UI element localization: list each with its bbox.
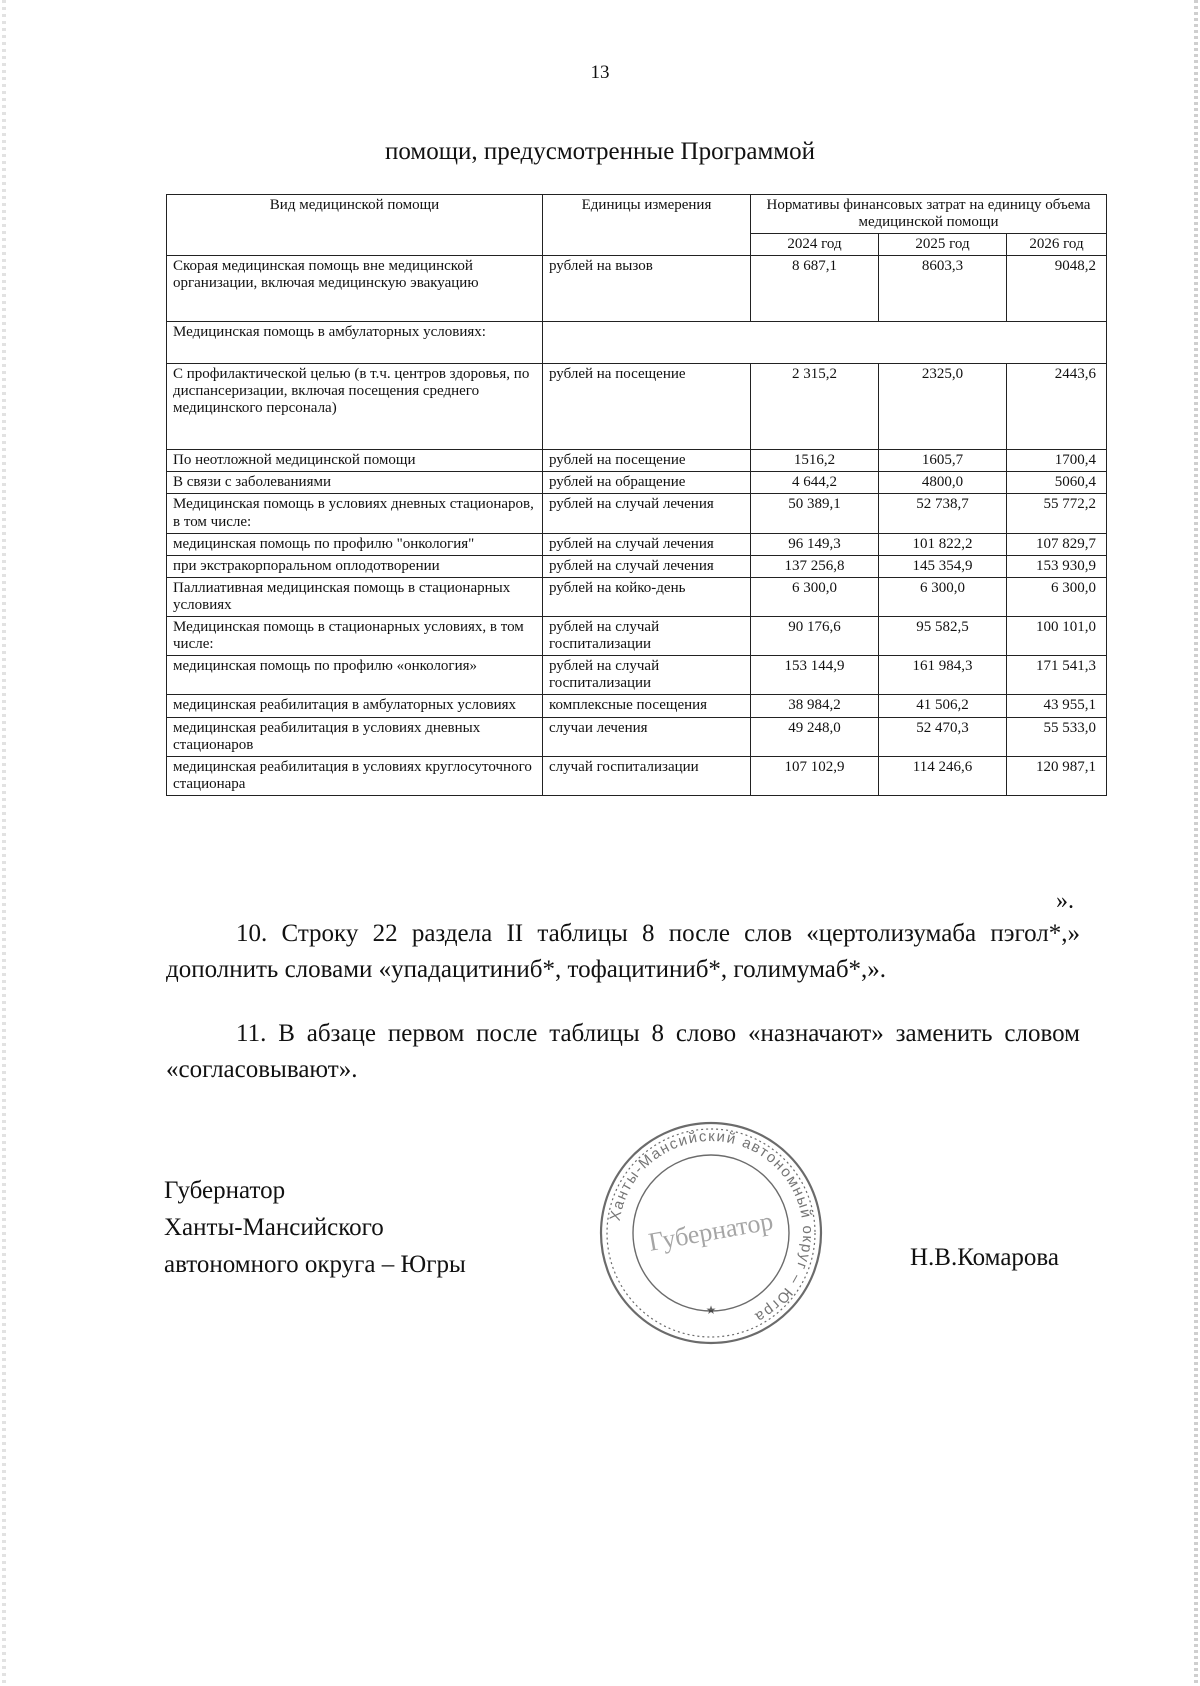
official-seal-stamp — [596, 1118, 826, 1348]
table-row — [167, 364, 1107, 450]
cell-2025: 101 822,2 — [879, 533, 1007, 555]
cell-2026: 153 930,9 — [1007, 555, 1107, 577]
table-row — [167, 717, 1107, 756]
cell-2025: 145 354,9 — [879, 555, 1007, 577]
header-year-2025: 2025 год — [879, 234, 1007, 256]
cell-2024: 49 248,0 — [751, 717, 879, 756]
paragraph-10 — [166, 916, 1080, 988]
cell-2024: 6 300,0 — [751, 577, 879, 616]
cell-2024: 96 149,3 — [751, 533, 879, 555]
seal-outer-text: Ханты-Мансийский автономный округ – Югра — [606, 1127, 817, 1327]
cell-type: С профилактической целью (в т.ч. центров здоровья, по диспансеризации, включая посещения среднего медицинского персонала) — [167, 364, 543, 450]
scan-edge-left — [2, 0, 6, 1686]
cell-type: при экстракорпоральном оплодотворении — [167, 555, 543, 577]
table-row — [167, 494, 1107, 533]
page-number: 13 — [590, 62, 610, 83]
cell-2025: 6 300,0 — [879, 577, 1007, 616]
cell-2024: 107 102,9 — [751, 756, 879, 795]
cell-unit: рублей на посещение — [543, 364, 751, 450]
paragraph-11 — [166, 1016, 1080, 1088]
paragraph-11-text: 11. В абзаце первом после таблицы 8 слово «назначают» заменить словом «согласовывают». — [166, 1020, 1080, 1083]
cell-2025: 95 582,5 — [879, 617, 1007, 656]
cell-2025: 1605,7 — [879, 450, 1007, 472]
cell-2026: 9048,2 — [1007, 256, 1107, 322]
cell-2026: 55 533,0 — [1007, 717, 1107, 756]
seal-inner-text: Губернатор — [646, 1206, 776, 1257]
table-row — [167, 472, 1107, 494]
cell-type: В связи с заболеваниями — [167, 472, 543, 494]
cell-2024: 50 389,1 — [751, 494, 879, 533]
cell-type: Медицинская помощь в амбулаторных условиях: — [167, 322, 543, 364]
header-norms: Нормативы финансовых затрат на единицу объема медицинской помощи — [751, 195, 1107, 234]
cell-2026: 1700,4 — [1007, 450, 1107, 472]
cell-type: По неотложной медицинской помощи — [167, 450, 543, 472]
cell-unit: случай госпитализации — [543, 756, 751, 795]
cell-unit: рублей на вызов — [543, 256, 751, 322]
table-row — [167, 533, 1107, 555]
cell-2025: 4800,0 — [879, 472, 1007, 494]
scan-edge-right — [1194, 0, 1198, 1686]
table-row — [167, 256, 1107, 322]
cell-2026: 171 541,3 — [1007, 656, 1107, 695]
cell-2026: 100 101,0 — [1007, 617, 1107, 656]
table-row — [167, 656, 1107, 695]
cell-type: Скорая медицинская помощь вне медицинской организации, включая медицинскую эвакуацию — [167, 256, 543, 322]
cell-unit: рублей на случай лечения — [543, 555, 751, 577]
table-row — [167, 756, 1107, 795]
signature-block — [164, 1172, 466, 1283]
cell-unit: рублей на посещение — [543, 450, 751, 472]
cell-unit: случаи лечения — [543, 717, 751, 756]
cell-2024: 153 144,9 — [751, 656, 879, 695]
cell-2024: 2 315,2 — [751, 364, 879, 450]
cell-2026: 107 829,7 — [1007, 533, 1107, 555]
signer-position-line-2: Ханты-Мансийского — [164, 1214, 384, 1241]
cell-2024: 8 687,1 — [751, 256, 879, 322]
cell-type: Медицинская помощь в стационарных условиях, в том числе: — [167, 617, 543, 656]
seal-star-icon: ★ — [705, 1303, 717, 1317]
cell-2024: 38 984,2 — [751, 695, 879, 717]
cell-2026: 2443,6 — [1007, 364, 1107, 450]
cell-2026: 55 772,2 — [1007, 494, 1107, 533]
table-row — [167, 322, 1107, 364]
cell-unit: рублей на случай госпитализации — [543, 656, 751, 695]
cell-2026: 43 955,1 — [1007, 695, 1107, 717]
table-row — [167, 450, 1107, 472]
cell-unit: рублей на случай лечения — [543, 533, 751, 555]
cell-2025: 52 738,7 — [879, 494, 1007, 533]
cell-unit: рублей на случай госпитализации — [543, 617, 751, 656]
signer-position-line-3: автономного округа – Югры — [164, 1251, 466, 1278]
cell-type: медицинская реабилитация в условиях круглосуточного стационара — [167, 756, 543, 795]
cell-2026: 5060,4 — [1007, 472, 1107, 494]
signer-position-line-1: Губернатор — [164, 1177, 286, 1204]
cell-2024: 137 256,8 — [751, 555, 879, 577]
cell-2024: 90 176,6 — [751, 617, 879, 656]
cell-unit: рублей на койко-день — [543, 577, 751, 616]
paragraph-10-text: 10. Строку 22 раздела II таблицы 8 после слов «цертолизумаба пэгол*,» дополнить словами «упадацитиниб*, тофацитиниб*, голимумаб*,». — [166, 920, 1080, 983]
signer-name: Н.В.Комарова — [910, 1244, 1059, 1271]
cell-2025: 114 246,6 — [879, 756, 1007, 795]
cell-2025: 8603,3 — [879, 256, 1007, 322]
cell-type: медицинская помощь по профилю «онкология» — [167, 656, 543, 695]
header-type: Вид медицинской помощи — [167, 195, 543, 256]
cell-2025: 41 506,2 — [879, 695, 1007, 717]
table-row — [167, 555, 1107, 577]
table-caption: помощи, предусмотренные Программой — [385, 138, 815, 165]
cell-2026: 120 987,1 — [1007, 756, 1107, 795]
table-row — [167, 577, 1107, 616]
cell-unit: комплексные посещения — [543, 695, 751, 717]
financial-norms-table — [166, 194, 1107, 796]
cell-unit: рублей на обращение — [543, 472, 751, 494]
cell-type: Медицинская помощь в условиях дневных стационаров, в том числе: — [167, 494, 543, 533]
header-year-2024: 2024 год — [751, 234, 879, 256]
cell-2026: 6 300,0 — [1007, 577, 1107, 616]
cell-2024: 1516,2 — [751, 450, 879, 472]
header-unit: Единицы измерения — [543, 195, 751, 256]
cell-type: медицинская реабилитация в амбулаторных условиях — [167, 695, 543, 717]
cell-type: Паллиативная медицинская помощь в стационарных условиях — [167, 577, 543, 616]
cell-type: медицинская помощь по профилю "онкология" — [167, 533, 543, 555]
cell-empty — [543, 322, 1107, 364]
cell-2025: 161 984,3 — [879, 656, 1007, 695]
cell-2024: 4 644,2 — [751, 472, 879, 494]
cell-type: медицинская реабилитация в условиях дневных стационаров — [167, 717, 543, 756]
header-year-2026: 2026 год — [1007, 234, 1107, 256]
cell-2025: 52 470,3 — [879, 717, 1007, 756]
closing-quote: ». — [1056, 888, 1074, 914]
cell-2025: 2325,0 — [879, 364, 1007, 450]
cell-unit: рублей на случай лечения — [543, 494, 751, 533]
table-row — [167, 695, 1107, 717]
table-row — [167, 617, 1107, 656]
